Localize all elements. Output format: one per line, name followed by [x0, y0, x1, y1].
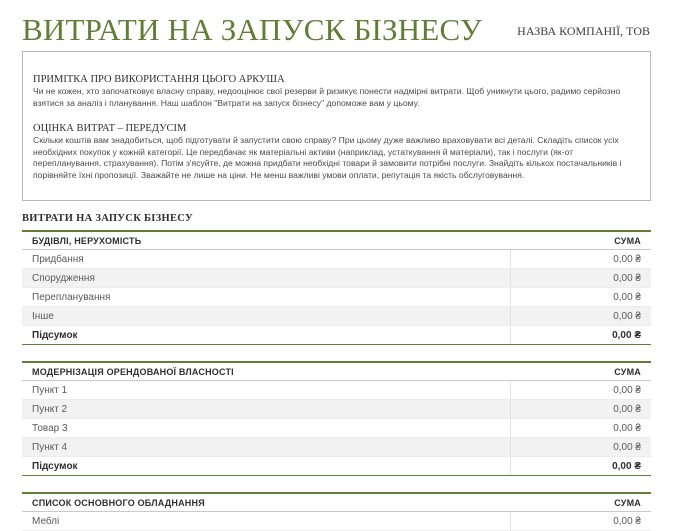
- table-header: БУДІВЛІ, НЕРУХОМІСТЬ: [22, 231, 511, 250]
- page-title: ВИТРАТИ НА ЗАПУСК БІЗНЕСУ: [22, 12, 483, 47]
- note-heading-usage: ПРИМІТКА ПРО ВИКОРИСТАННЯ ЦЬОГО АРКУША: [33, 74, 285, 85]
- note-heading-estimate: ОЦІНКА ВИТРАТ – ПЕРЕДУСІМ: [33, 123, 187, 134]
- row-label[interactable]: Меблі: [22, 512, 511, 531]
- amount-header: СУМА: [511, 362, 652, 381]
- row-amount[interactable]: 0,00 ₴: [511, 381, 652, 400]
- table-row[interactable]: [22, 400, 651, 419]
- row-amount[interactable]: 0,00 ₴: [511, 307, 652, 326]
- row-amount[interactable]: 0,00 ₴: [511, 419, 652, 438]
- table-header: МОДЕРНІЗАЦІЯ ОРЕНДОВАНОЇ ВЛАСНОСТІ: [22, 362, 511, 381]
- row-label[interactable]: Пункт 4: [22, 438, 511, 457]
- section-title: ВИТРАТИ НА ЗАПУСК БІЗНЕСУ: [22, 213, 194, 224]
- row-label[interactable]: Спорудження: [22, 269, 511, 288]
- table-header: СПИСОК ОСНОВНОГО ОБЛАДНАННЯ: [22, 493, 511, 512]
- table-row[interactable]: [22, 512, 651, 531]
- row-label[interactable]: Пункт 1: [22, 381, 511, 400]
- leased-property-table: [22, 361, 651, 476]
- note-text-estimate: Скільки коштів вам знадобиться, щоб підготувати й запустити свою справу? При цьому дуже важливо враховувати всі деталі. Складіть список усіх необхідних покупок у кожній категорії. Це передбачає як матеріальні активи (наприклад, устаткування й матеріали), так і послуги (як-от перепланування, страхування). Потім з'ясуйте, де можна придбати необхідні товари й замовити потрібні послуги. Знайдіть кількох постачальників і порівняйте їхні пропозиції. Зважайте не лише на ціни. Не менш важливі умови оплати, репутація та якість обслуговування.: [33, 135, 622, 180]
- table-row[interactable]: [22, 288, 651, 307]
- buildings-table: [22, 230, 651, 345]
- row-amount[interactable]: 0,00 ₴: [511, 512, 652, 531]
- table-row[interactable]: [22, 381, 651, 400]
- table-row[interactable]: [22, 269, 651, 288]
- row-amount[interactable]: 0,00 ₴: [511, 438, 652, 457]
- subtotal-row: [22, 457, 651, 476]
- row-amount[interactable]: 0,00 ₴: [511, 250, 652, 269]
- row-amount[interactable]: 0,00 ₴: [511, 400, 652, 419]
- usage-note-box: [22, 51, 651, 201]
- row-label[interactable]: Товар 3: [22, 419, 511, 438]
- note-text-usage: Чи не кожен, хто започатковує власну справу, недооцінює свої резерви й ризикує понести надмірні витрати. Щоб уникнути цього, радимо серйозно взятися за аналіз і планування. Наш шаблон "Витрати на запуск бізнесу" допоможе вам у цьому.: [33, 86, 621, 108]
- company-name: НАЗВА КОМПАНІЇ, ТОВ: [517, 24, 650, 38]
- subtotal-amount: 0,00 ₴: [511, 457, 652, 476]
- row-label[interactable]: Пункт 2: [22, 400, 511, 419]
- table-row[interactable]: [22, 250, 651, 269]
- subtotal-label: Підсумок: [22, 326, 511, 345]
- subtotal-row: [22, 326, 651, 345]
- amount-header: СУМА: [511, 231, 652, 250]
- row-amount[interactable]: 0,00 ₴: [511, 269, 652, 288]
- table-row[interactable]: [22, 307, 651, 326]
- subtotal-label: Підсумок: [22, 457, 511, 476]
- amount-header: СУМА: [511, 493, 652, 512]
- table-row[interactable]: [22, 438, 651, 457]
- row-label[interactable]: Перепланування: [22, 288, 511, 307]
- table-row[interactable]: [22, 419, 651, 438]
- row-label[interactable]: Інше: [22, 307, 511, 326]
- equipment-table: [22, 492, 651, 531]
- subtotal-amount: 0,00 ₴: [511, 326, 652, 345]
- row-amount[interactable]: 0,00 ₴: [511, 288, 652, 307]
- row-label[interactable]: Придбання: [22, 250, 511, 269]
